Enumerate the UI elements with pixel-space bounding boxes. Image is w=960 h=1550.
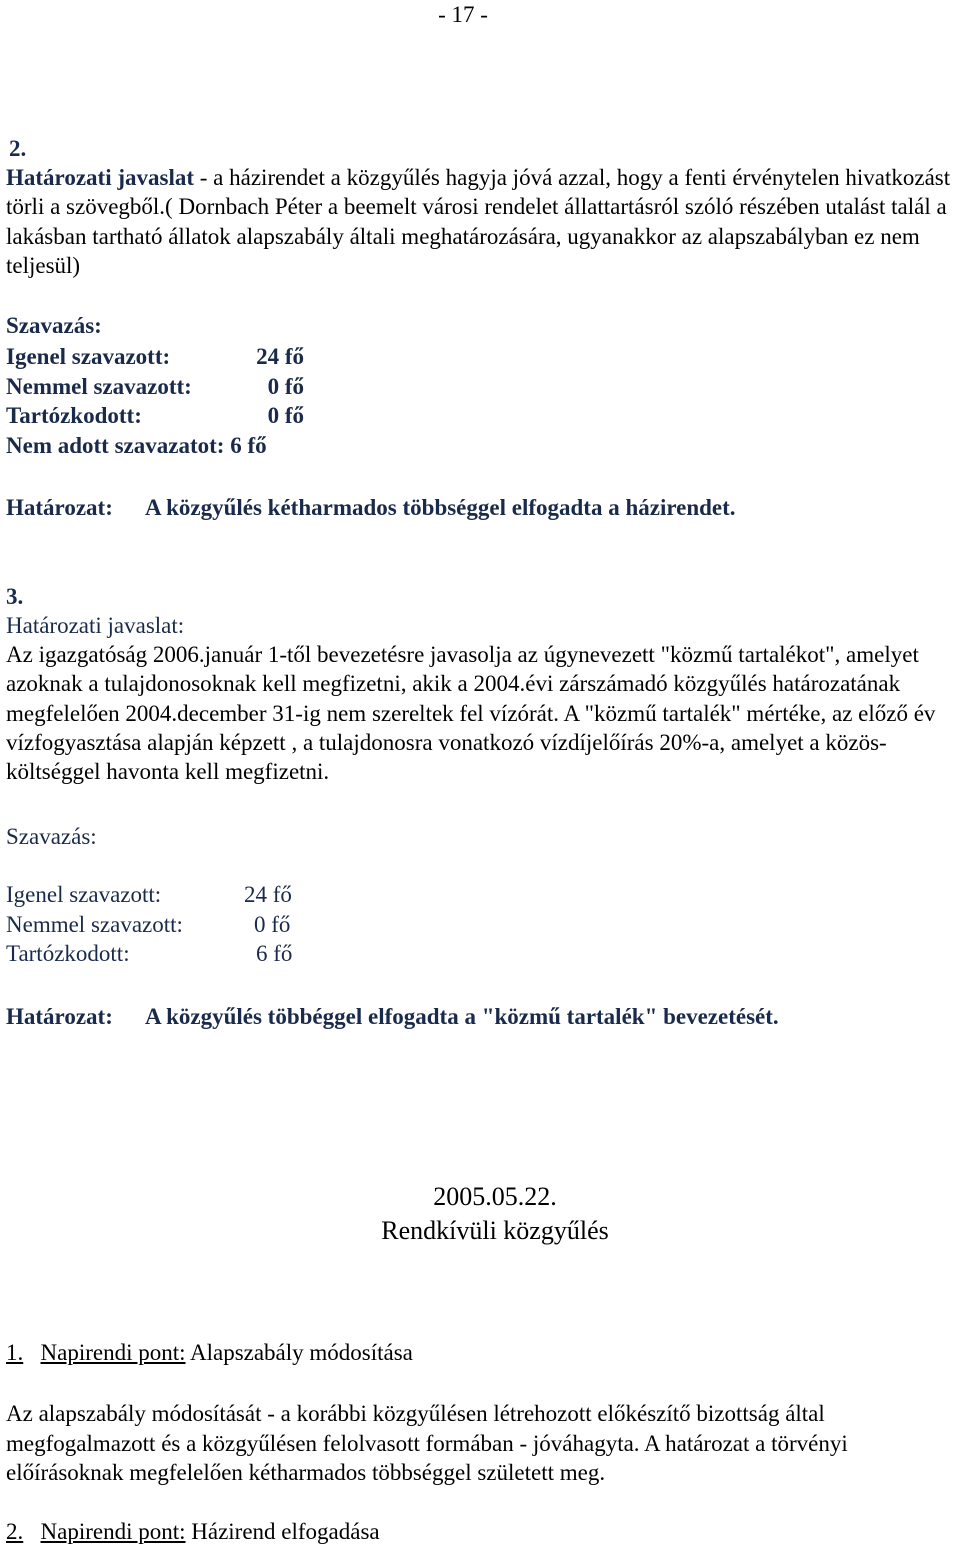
agenda-title: Alapszabály módosítása (185, 1340, 413, 1365)
meeting-date: 2005.05.22. (433, 1182, 557, 1211)
decision-text: A közgyűlés többéggel elfogadta a "közmű tartalék" bevezetését. (145, 1004, 779, 1029)
vote-label: Nem adott szavazatot: (6, 432, 225, 458)
vote-row (6, 342, 304, 372)
proposal-label: Határozati javaslat (6, 165, 195, 190)
item-3-number: 3. (6, 584, 24, 609)
decision-label: Határozat: (6, 495, 113, 520)
vote-label: Tartózkodott: (6, 941, 130, 966)
vote-table (6, 342, 304, 460)
meeting-title: Rendkívüli közgyűlés (381, 1216, 609, 1245)
proposal-text: - a házirendet a közgyűlés hagyja jóvá azzal, hogy a fenti érvénytelen hivatkozást törli a szövegből.( Dornbach Péter a beemelt városi rendelet állattartásról szóló részében utalást talál a lakásban tartható állatok alapszabály általi meghatározására, ugyanakkor az alapszabályban ez nem teljesül) (6, 165, 951, 278)
agenda-title: Házirend elfogadása (185, 1519, 380, 1544)
vote-heading: Szavazás: (6, 313, 102, 338)
page-number: - 17 - (438, 2, 488, 27)
vote-table (6, 880, 292, 969)
vote-label: Igenel szavazott: (6, 882, 162, 907)
vote-value: 24 fő (244, 882, 292, 907)
vote-value: 24 fő (256, 344, 304, 369)
vote-value: 0 fő (267, 373, 304, 399)
vote-row (6, 910, 292, 940)
vote-row (6, 372, 304, 402)
agenda-number: 1. (6, 1340, 24, 1365)
decision-label: Határozat: (6, 1004, 113, 1029)
vote-row (6, 939, 292, 969)
vote-value: 0 fő (254, 911, 291, 937)
agenda-label: Napirendi pont: (40, 1340, 186, 1365)
agenda-1-text: Az alapszabály módosítását - a korábbi közgyűlésen létrehozott előkészítő bizottság által megfogalmazott és a közgyűlésen felolvasott formában - jóváhagyta. A határozat a törvényi előírásoknak megfelelően kétharmados többséggel született meg. (6, 1401, 848, 1485)
vote-label: Nemmel szavazott: (6, 373, 192, 399)
vote-row (6, 401, 304, 431)
agenda-label: Napirendi pont: (40, 1519, 186, 1544)
item-3-proposal-text: Az igazgatóság 2006.január 1-től bevezetésre javasolja az úgynevezett "közmű tartalékot", amelyet azoknak a tulajdonosoknak kell megfizetni, akik a 2004.évi zárszámadó közgyűlés határozatának megfelelően 2004.december 31-ig nem szereltek fel vízórát. A "közmű tartalék" mértéke, az előző év vízfogyasztása alapján képzett , a tulajdonosra vonatkozó vízdíjelőírás 20%-a, amelyet a közös-költséggel havonta kell megfizetni. (6, 642, 936, 785)
vote-row (6, 431, 304, 461)
vote-value: 6 fő (230, 432, 267, 458)
item-2-proposal (6, 163, 956, 280)
vote-value: 6 fő (256, 941, 293, 966)
item-2-number: 2. (9, 136, 27, 161)
vote-heading: Szavazás: (6, 824, 97, 849)
item-3-proposal-label: Határozati javaslat: (6, 613, 185, 638)
vote-label: Igenel szavazott: (6, 344, 171, 369)
vote-label: Nemmel szavazott: (6, 911, 183, 937)
vote-value: 0 fő (267, 403, 304, 428)
agenda-number: 2. (6, 1519, 24, 1544)
agenda-item-2 (6, 1517, 380, 1547)
vote-row (6, 880, 292, 910)
decision-text: A közgyűlés kétharmados többséggel elfogadta a házirendet. (145, 495, 736, 520)
agenda-item-1 (6, 1338, 413, 1368)
vote-label: Tartózkodott: (6, 403, 142, 428)
